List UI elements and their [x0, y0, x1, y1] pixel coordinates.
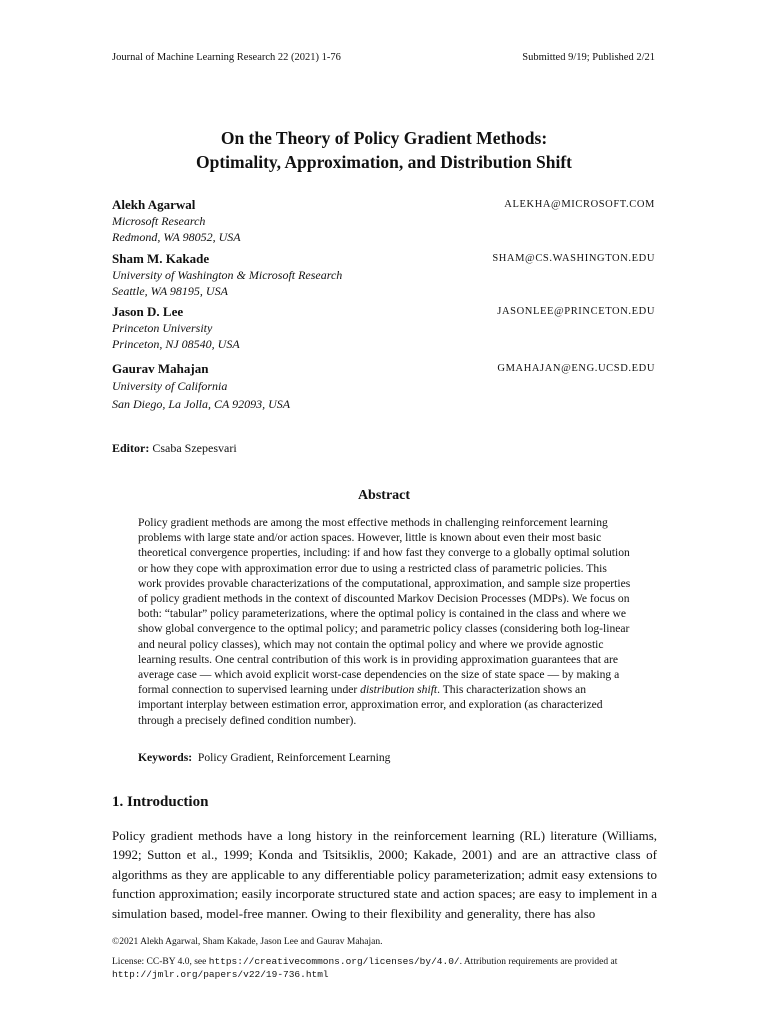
author-email: SHAM@CS.WASHINGTON.EDU [492, 253, 655, 264]
keywords-line [138, 751, 390, 764]
keywords-label: Keywords: [138, 751, 193, 764]
author-name: Jason D. Lee [112, 304, 184, 319]
author-affiliation: Princeton University [112, 321, 213, 335]
author-affiliation: Microsoft Research [112, 214, 206, 228]
keywords-value: Policy Gradient, Reinforcement Learning [197, 751, 391, 764]
author-name: Alekh Agarwal [112, 197, 196, 212]
paper-title-line-1: On the Theory of Policy Gradient Methods: [220, 128, 548, 148]
author-affiliation: University of Washington & Microsoft Research [112, 268, 343, 282]
paper-title-line-2: Optimality, Approximation, and Distribution Shift [195, 152, 572, 172]
abstract-emphasis: distribution shift [360, 683, 438, 697]
author-address: San Diego, La Jolla, CA 92093, USA [112, 397, 291, 411]
editor-name: Csaba Szepesvari [152, 441, 237, 455]
paper-url-link[interactable]: http://jmlr.org/papers/v22/19-736.html [112, 969, 329, 980]
abstract-text: Policy gradient methods are among the most effective methods in challenging reinforcement learning problems with large state and/or action spaces. However, little is known about even their most basic theoretical convergence properties, including: if and how fast they converge to a globally optimal solution or how they cope with approximation error due to using a restricted class of parametric policies. This work provides provable characterizations of the computational, approximation, and sample size properties of policy gradient methods in the context of discounted Markov Decision Processes (MDPs). We focus on both: “tabular” policy parameterizations, where the optimal policy is contained in the class and where we show global convergence to the optimal policy; and parametric policy classes (considering both log-linear and neural policy classes), which may not contain the optimal policy and where we provide agnostic learning results. One central contribution of this work is in providing approximation guarantees that are average case — which avoid explicit worst-case dependencies on the size of state space — by making a formal connection to supervised learning under [138, 516, 631, 697]
submission-dates: Submitted 9/19; Published 2/21 [522, 52, 655, 63]
author-address: Princeton, NJ 08540, USA [112, 337, 240, 351]
abstract-heading: Abstract [357, 488, 411, 503]
author-email: JASONLEE@PRINCETON.EDU [497, 306, 655, 317]
author-email: ALEKHA@MICROSOFT.COM [504, 199, 655, 210]
license-line [112, 956, 660, 967]
journal-header: Journal of Machine Learning Research 22 (2021) 1-76 [112, 52, 341, 63]
author-email: GMAHAJAN@ENG.UCSD.EDU [497, 363, 655, 374]
license-suffix: . Attribution requirements are provided at [459, 957, 618, 967]
license-prefix: License: CC-BY 4.0, see [112, 957, 209, 967]
editor-label: Editor: [112, 441, 150, 455]
copyright-notice: ©2021 Alekh Agarwal, Sham Kakade, Jason Lee and Gaurav Mahajan. [112, 937, 383, 947]
intro-paragraph: Policy gradient methods have a long history in the reinforcement learning (RL) literature (Williams, 1992; Sutton et al., 1999; Konda and Tsitsiklis, 2000; Kakade, 2001) and are an attractive class of algorithms as they are applicable to any differentiable policy parameterization; admit easy extensions to function approximation; easily incorporate structured state and action spaces; are easy to implement in a simulation based, model-free manner. Owing to their flexibility and generality, there has also [112, 828, 657, 921]
license-link[interactable]: https://creativecommons.org/licenses/by/4.0/ [208, 956, 460, 967]
author-affiliation: University of California [112, 379, 228, 393]
author-name: Gaurav Mahajan [112, 361, 209, 376]
editor-line [112, 441, 237, 456]
author-address: Seattle, WA 98195, USA [112, 284, 228, 298]
author-address: Redmond, WA 98052, USA [112, 230, 241, 244]
section-heading: 1. Introduction [112, 794, 209, 810]
abstract-text-end: . This characterization shows an important interplay between estimation error, approximation error, and exploration (as characterized through a precisely defined condition number). [138, 683, 603, 727]
author-name: Sham M. Kakade [112, 251, 210, 266]
abstract-body [138, 515, 632, 728]
